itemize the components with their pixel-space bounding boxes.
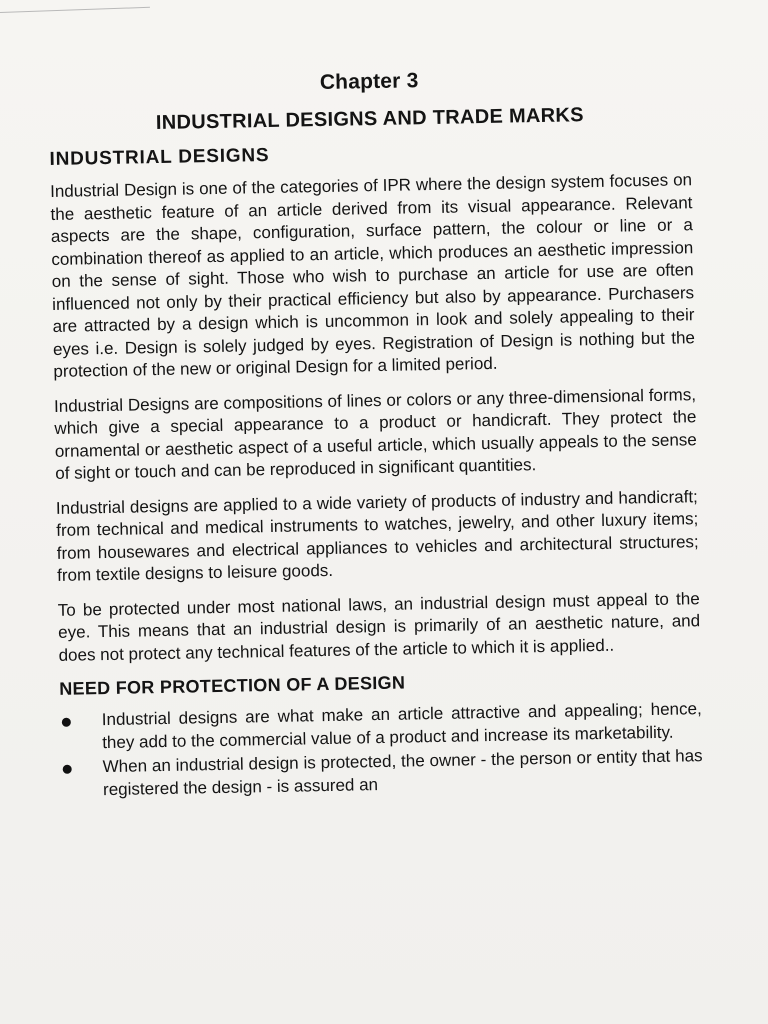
chapter-label: Chapter 3 (319, 69, 419, 95)
paragraph: Industrial Designs are compositions of lines or colors or any three-dimensional forms, which give a special appearance to a product or handicraft. They protect the ornamental or aesthetic aspect of a useful article, which usually appeals to the sense of sight or touch and can be reproduced in significant quantities. (53, 384, 697, 483)
chapter-title: INDUSTRIAL DESIGNS AND TRADE MARKS (155, 104, 585, 135)
paragraph: Industrial Design is one of the categories of IPR where the design system focuses on the aesthetic feature of an article derived from its visual appearance. Relevant aspects are the shape, configuration, surface pattern, the colour or line or a combination thereof as applied to an article, which produces an aesthetic impression on the sense of sight. Those who wish to purchase an article for use are often influenced not only by their practical efficiency but also by appearance. Purchasers are attracted by a design which is uncommon in look and solely appealing to their eyes i.e. Design is solely judged by eyes. Registration of Design is nothing but the protection of the new or original Design for a limited period. (49, 170, 696, 381)
bullet-icon (62, 718, 71, 727)
bullet-text: When an industrial design is protected, the owner - the person or entity that has registered the design - is assured an (102, 746, 703, 799)
section-heading: INDUSTRIAL DESIGNS (49, 144, 270, 170)
page-content (48, 64, 703, 804)
subsection-heading: NEED FOR PROTECTION OF A DESIGN (59, 672, 406, 699)
bullet-icon (63, 765, 72, 774)
bullet-list (60, 698, 704, 802)
page-edge-line (0, 7, 150, 13)
paragraph: Industrial designs are applied to a wide variety of products of industry and handicraft; from technical and medical instruments to watches, jewelry, and other luxury items; from housewares and electrical appliances to vehicles and architectural structures; from textile designs to leisure goods. (55, 486, 699, 585)
list-item (60, 745, 703, 802)
paragraph: To be protected under most national laws, an industrial design must appeal to the eye. This means that an industrial design is primarily of an aesthetic nature, and does not protect any technical features of the article to which it is applied.. (57, 588, 701, 665)
bullet-text: Industrial designs are what make an article attractive and appealing; hence, they add to the commercial value of a product and increase its marketability. (101, 699, 702, 752)
